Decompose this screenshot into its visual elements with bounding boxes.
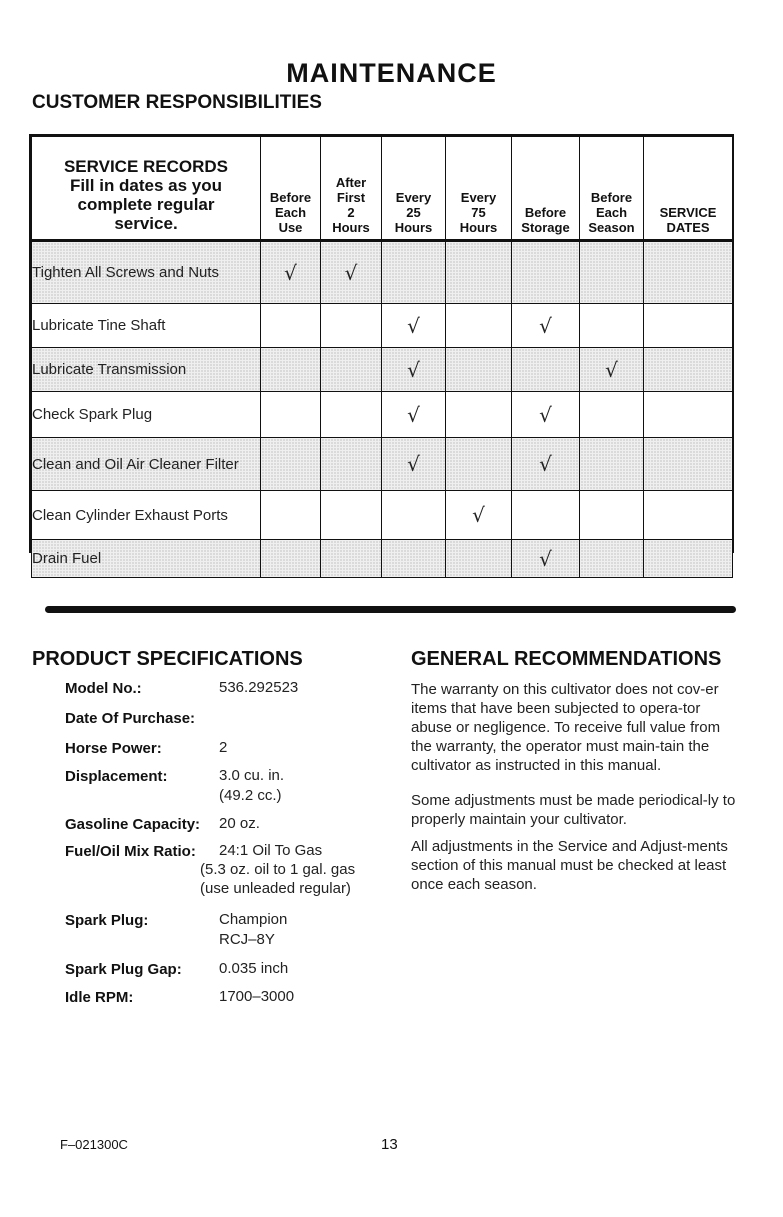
spec-plug-value-2: RCJ–8Y — [219, 931, 275, 948]
empty-cell — [644, 241, 733, 304]
empty-cell — [261, 348, 321, 392]
empty-cell — [580, 392, 644, 438]
check-mark-icon: √ — [512, 540, 580, 578]
section-divider — [45, 606, 736, 613]
empty-cell — [580, 491, 644, 540]
empty-cell — [261, 491, 321, 540]
empty-cell — [321, 438, 382, 491]
spec-plug-value: Champion — [219, 911, 288, 928]
empty-cell — [446, 241, 512, 304]
empty-cell — [644, 348, 733, 392]
recommendations-heading: GENERAL RECOMMENDATIONS — [411, 648, 722, 670]
service-records-table — [29, 134, 734, 571]
column-header: Every 75 Hours — [446, 137, 512, 241]
empty-cell — [644, 304, 733, 348]
check-mark-icon: √ — [446, 491, 512, 540]
column-header: Before Each Season — [580, 137, 644, 241]
section-subtitle: CUSTOMER RESPONSIBILITIES — [32, 92, 322, 113]
empty-cell — [446, 540, 512, 578]
empty-cell — [580, 304, 644, 348]
spec-hp-value: 2 — [219, 739, 228, 756]
check-mark-icon: √ — [512, 304, 580, 348]
document-code: F–021300C — [60, 1137, 128, 1152]
schedule-row — [32, 241, 733, 304]
empty-cell — [446, 438, 512, 491]
spec-gap-label: Spark Plug Gap: — [65, 961, 182, 978]
empty-cell — [261, 540, 321, 578]
empty-cell — [580, 241, 644, 304]
check-mark-icon: √ — [580, 348, 644, 392]
spec-rpm-label: Idle RPM: — [65, 989, 134, 1006]
schedule-row — [32, 304, 733, 348]
empty-cell — [512, 348, 580, 392]
empty-cell — [644, 392, 733, 438]
empty-cell — [644, 540, 733, 578]
empty-cell — [261, 392, 321, 438]
column-header: SERVICE DATES — [644, 137, 733, 241]
column-header: After First 2 Hours — [321, 137, 382, 241]
check-mark-icon: √ — [382, 392, 446, 438]
empty-cell — [446, 392, 512, 438]
recommendation-paragraph-2: Some adjustments must be made periodical-ly to properly maintain your cultivator. — [411, 792, 736, 828]
check-mark-icon: √ — [321, 241, 382, 304]
spec-displacement-value: 3.0 cu. in. — [219, 767, 285, 784]
empty-cell — [261, 438, 321, 491]
page-number: 13 — [381, 1136, 398, 1153]
empty-cell — [446, 304, 512, 348]
schedule-row — [32, 392, 733, 438]
empty-cell — [382, 241, 446, 304]
spec-hp-label: Horse Power: — [65, 740, 162, 757]
spec-gas-label: Gasoline Capacity: — [65, 816, 201, 833]
spec-model-label: Model No.: — [65, 680, 142, 697]
check-mark-icon: √ — [382, 304, 446, 348]
spec-displacement-label: Displacement: — [65, 768, 168, 785]
spec-plug-label: Spark Plug: — [65, 912, 149, 929]
task-label: Clean and Oil Air Cleaner Filter — [32, 438, 261, 491]
task-label: Clean Cylinder Exhaust Ports — [32, 491, 261, 540]
spec-displacement-value-cc: (49.2 cc.) — [219, 787, 282, 804]
page-title: MAINTENANCE — [286, 58, 497, 88]
spec-mix-value: 24:1 Oil To Gas — [219, 842, 323, 859]
task-label: Lubricate Tine Shaft — [32, 304, 261, 348]
spec-model-value: 536.292523 — [219, 679, 299, 696]
empty-cell — [321, 348, 382, 392]
empty-cell — [446, 348, 512, 392]
empty-cell — [512, 241, 580, 304]
empty-cell — [580, 438, 644, 491]
recommendation-paragraph-3: All adjustments in the Service and Adjust-ments section of this manual must be checked at least once each season. — [411, 838, 728, 893]
schedule-row — [32, 491, 733, 540]
schedule-row — [32, 540, 733, 578]
empty-cell — [580, 540, 644, 578]
spec-purchase-label: Date Of Purchase: — [65, 710, 196, 727]
spec-mix-value-3: (use unleaded regular) — [200, 880, 351, 897]
check-mark-icon: √ — [382, 438, 446, 491]
empty-cell — [321, 491, 382, 540]
check-mark-icon: √ — [261, 241, 321, 304]
empty-cell — [321, 392, 382, 438]
task-label: Drain Fuel — [32, 540, 261, 578]
column-header: Before Each Use — [261, 137, 321, 241]
spec-gas-value: 20 oz. — [219, 815, 260, 832]
spec-gap-value: 0.035 inch — [219, 960, 289, 977]
empty-cell — [382, 540, 446, 578]
column-header: Before Storage — [512, 137, 580, 241]
specs-heading: PRODUCT SPECIFICATIONS — [32, 648, 303, 670]
check-mark-icon: √ — [382, 348, 446, 392]
empty-cell — [644, 438, 733, 491]
spec-rpm-value: 1700–3000 — [219, 988, 295, 1005]
spec-mix-value-2: (5.3 oz. oil to 1 gal. gas — [200, 861, 356, 878]
spec-mix-label: Fuel/Oil Mix Ratio: — [65, 843, 196, 860]
empty-cell — [512, 491, 580, 540]
empty-cell — [261, 304, 321, 348]
schedule-row — [32, 348, 733, 392]
empty-cell — [321, 540, 382, 578]
task-label: Check Spark Plug — [32, 392, 261, 438]
empty-cell — [321, 304, 382, 348]
empty-cell — [382, 491, 446, 540]
check-mark-icon: √ — [512, 392, 580, 438]
task-label: Tighten All Screws and Nuts — [32, 241, 261, 304]
empty-cell — [644, 491, 733, 540]
schedule-row — [32, 438, 733, 491]
header-service-records: SERVICE RECORDS Fill in dates as you complete regular service. — [32, 137, 261, 241]
column-header: Every 25 Hours — [382, 137, 446, 241]
check-mark-icon: √ — [512, 438, 580, 491]
recommendation-paragraph-1: The warranty on this cultivator does not cov-er items that have been subjected to opera-tor abuse or negligence. To receive full value from the warranty, the operator must main-tain the cultivator as instructed in this manual. — [411, 681, 721, 774]
task-label: Lubricate Transmission — [32, 348, 261, 392]
